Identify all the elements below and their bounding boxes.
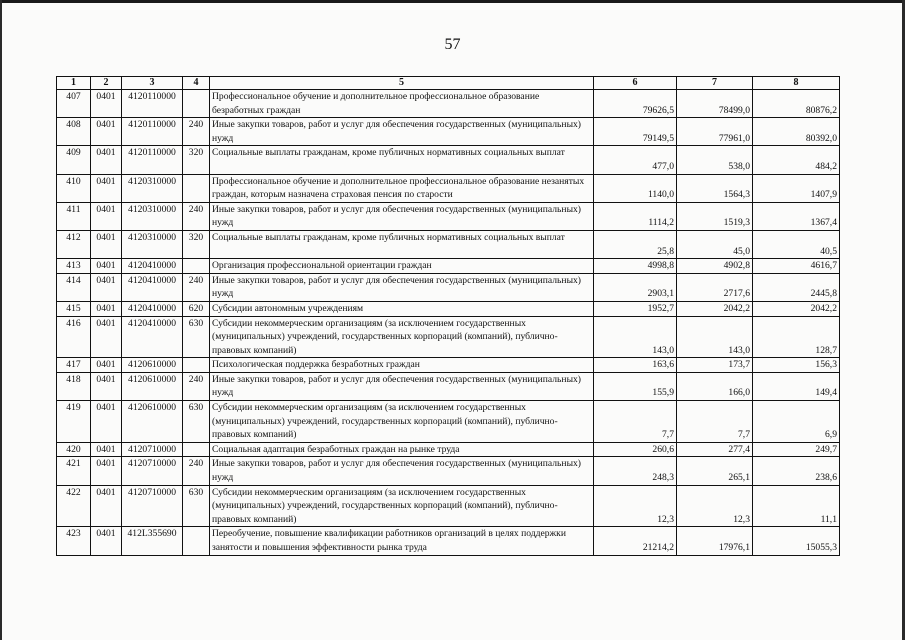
item-name-cell: Субсидии некоммерческим организациям (за исключением государственных (муниципальных) учреждений, государственных корпораций (компаний), публично-правовых компаний): [210, 485, 594, 527]
table-header-row: [57, 77, 840, 90]
scan-edge-top: [0, 0, 905, 3]
header-col-1: 1: [57, 77, 91, 90]
item-name-cell: Психологическая поддержка безработных граждан: [210, 358, 594, 373]
value-col-6-cell: 79626,5: [594, 90, 677, 118]
expense-type-cell: 240: [183, 372, 210, 400]
target-article-cell: 4120710000: [122, 442, 183, 457]
target-article-cell: 4120410000: [122, 259, 183, 274]
header-col-8: 8: [753, 77, 840, 90]
expense-type-cell: 240: [183, 202, 210, 230]
page-number: 57: [444, 36, 461, 53]
section-code-cell: 0401: [91, 358, 122, 373]
value-col-6-cell: 7,7: [594, 401, 677, 443]
value-col-8-cell: 40,5: [753, 230, 840, 258]
expense-type-cell: 630: [183, 316, 210, 358]
budget-table: [56, 76, 840, 556]
target-article-cell: 4120610000: [122, 401, 183, 443]
row-number-cell: 422: [57, 485, 91, 527]
value-col-7-cell: 538,0: [677, 146, 753, 174]
section-code-cell: 0401: [91, 316, 122, 358]
row-number-cell: 423: [57, 527, 91, 555]
value-col-6-cell: 155,9: [594, 372, 677, 400]
row-number-cell: 410: [57, 174, 91, 202]
item-name-cell: Субсидии некоммерческим организациям (за исключением государственных (муниципальных) учреждений, государственных корпораций (компаний), публично-правовых компаний): [210, 401, 594, 443]
value-col-8-cell: 4616,7: [753, 259, 840, 274]
target-article-cell: 4120410000: [122, 301, 183, 316]
item-name-cell: Социальная адаптация безработных граждан на рынке труда: [210, 442, 594, 457]
item-name-cell: Профессиональное обучение и дополнительное профессиональное образование незанятых граждан, которым назначена страховая пенсия по старости: [210, 174, 594, 202]
section-code-cell: 0401: [91, 174, 122, 202]
table-row: [57, 202, 840, 230]
value-col-6-cell: 25,8: [594, 230, 677, 258]
table-row: [57, 457, 840, 485]
expense-type-cell: [183, 527, 210, 555]
item-name-cell: Иные закупки товаров, работ и услуг для обеспечения государственных (муниципальных) нужд: [210, 118, 594, 146]
item-name-cell: Субсидии автономным учреждениям: [210, 301, 594, 316]
header-col-5: 5: [210, 77, 594, 90]
row-number-cell: 421: [57, 457, 91, 485]
target-article-cell: 412L355690: [122, 527, 183, 555]
table-row: [57, 90, 840, 118]
value-col-8-cell: 1367,4: [753, 202, 840, 230]
target-article-cell: 4120710000: [122, 485, 183, 527]
table-row: [57, 273, 840, 301]
table-row: [57, 146, 840, 174]
value-col-7-cell: 78499,0: [677, 90, 753, 118]
value-col-6-cell: 260,6: [594, 442, 677, 457]
value-col-7-cell: 4902,8: [677, 259, 753, 274]
header-col-2: 2: [91, 77, 122, 90]
value-col-6-cell: 21214,2: [594, 527, 677, 555]
row-number-cell: 412: [57, 230, 91, 258]
section-code-cell: 0401: [91, 301, 122, 316]
value-col-7-cell: 277,4: [677, 442, 753, 457]
expense-type-cell: [183, 90, 210, 118]
target-article-cell: 4120310000: [122, 174, 183, 202]
target-article-cell: 4120710000: [122, 457, 183, 485]
target-article-cell: 4120110000: [122, 90, 183, 118]
expense-type-cell: 320: [183, 230, 210, 258]
value-col-6-cell: 79149,5: [594, 118, 677, 146]
item-name-cell: Социальные выплаты гражданам, кроме публичных нормативных социальных выплат: [210, 230, 594, 258]
value-col-8-cell: 238,6: [753, 457, 840, 485]
table-row: [57, 259, 840, 274]
target-article-cell: 4120110000: [122, 146, 183, 174]
section-code-cell: 0401: [91, 457, 122, 485]
section-code-cell: 0401: [91, 273, 122, 301]
item-name-cell: Социальные выплаты гражданам, кроме публичных нормативных социальных выплат: [210, 146, 594, 174]
row-number-cell: 418: [57, 372, 91, 400]
target-article-cell: 4120410000: [122, 316, 183, 358]
value-col-7-cell: 7,7: [677, 401, 753, 443]
target-article-cell: 4120310000: [122, 202, 183, 230]
value-col-6-cell: 1140,0: [594, 174, 677, 202]
section-code-cell: 0401: [91, 442, 122, 457]
value-col-6-cell: 163,6: [594, 358, 677, 373]
header-col-4: 4: [183, 77, 210, 90]
section-code-cell: 0401: [91, 259, 122, 274]
value-col-7-cell: 1564,3: [677, 174, 753, 202]
section-code-cell: 0401: [91, 146, 122, 174]
item-name-cell: Организация профессиональной ориентации граждан: [210, 259, 594, 274]
value-col-6-cell: 12,3: [594, 485, 677, 527]
row-number-cell: 417: [57, 358, 91, 373]
item-name-cell: Переобучение, повышение квалификации работников организаций в целях поддержки занятости и повышения эффективности рынка труда: [210, 527, 594, 555]
header-col-6: 6: [594, 77, 677, 90]
value-col-8-cell: 1407,9: [753, 174, 840, 202]
section-code-cell: 0401: [91, 527, 122, 555]
section-code-cell: 0401: [91, 485, 122, 527]
item-name-cell: Профессиональное обучение и дополнительное профессиональное образование безработных граждан: [210, 90, 594, 118]
value-col-7-cell: 17976,1: [677, 527, 753, 555]
section-code-cell: 0401: [91, 118, 122, 146]
row-number-cell: 407: [57, 90, 91, 118]
value-col-7-cell: 2717,6: [677, 273, 753, 301]
expense-type-cell: 240: [183, 457, 210, 485]
value-col-8-cell: 149,4: [753, 372, 840, 400]
row-number-cell: 408: [57, 118, 91, 146]
expense-type-cell: [183, 174, 210, 202]
section-code-cell: 0401: [91, 401, 122, 443]
table-row: [57, 301, 840, 316]
table-row: [57, 174, 840, 202]
expense-type-cell: [183, 358, 210, 373]
row-number-cell: 420: [57, 442, 91, 457]
header-col-7: 7: [677, 77, 753, 90]
row-number-cell: 411: [57, 202, 91, 230]
row-number-cell: 409: [57, 146, 91, 174]
expense-type-cell: 240: [183, 118, 210, 146]
value-col-6-cell: 143,0: [594, 316, 677, 358]
value-col-8-cell: 2042,2: [753, 301, 840, 316]
item-name-cell: Иные закупки товаров, работ и услуг для обеспечения государственных (муниципальных) нужд: [210, 273, 594, 301]
target-article-cell: 4120110000: [122, 118, 183, 146]
value-col-6-cell: 4998,8: [594, 259, 677, 274]
target-article-cell: 4120410000: [122, 273, 183, 301]
value-col-7-cell: 77961,0: [677, 118, 753, 146]
table-row: [57, 527, 840, 555]
value-col-6-cell: 2903,1: [594, 273, 677, 301]
row-number-cell: 419: [57, 401, 91, 443]
value-col-6-cell: 477,0: [594, 146, 677, 174]
table-row: [57, 118, 840, 146]
row-number-cell: 415: [57, 301, 91, 316]
expense-type-cell: 320: [183, 146, 210, 174]
table-row: [57, 316, 840, 358]
value-col-7-cell: 1519,3: [677, 202, 753, 230]
value-col-7-cell: 173,7: [677, 358, 753, 373]
header-col-3: 3: [122, 77, 183, 90]
section-code-cell: 0401: [91, 202, 122, 230]
value-col-7-cell: 12,3: [677, 485, 753, 527]
value-col-6-cell: 248,3: [594, 457, 677, 485]
value-col-7-cell: 45,0: [677, 230, 753, 258]
value-col-7-cell: 265,1: [677, 457, 753, 485]
scan-edge-left: [0, 0, 2, 640]
table-row: [57, 372, 840, 400]
value-col-8-cell: 80392,0: [753, 118, 840, 146]
value-col-8-cell: 11,1: [753, 485, 840, 527]
item-name-cell: Иные закупки товаров, работ и услуг для обеспечения государственных (муниципальных) нужд: [210, 372, 594, 400]
value-col-8-cell: 156,3: [753, 358, 840, 373]
expense-type-cell: 630: [183, 485, 210, 527]
value-col-6-cell: 1114,2: [594, 202, 677, 230]
expense-type-cell: 620: [183, 301, 210, 316]
table-row: [57, 401, 840, 443]
row-number-cell: 416: [57, 316, 91, 358]
value-col-7-cell: 166,0: [677, 372, 753, 400]
section-code-cell: 0401: [91, 372, 122, 400]
value-col-8-cell: 15055,3: [753, 527, 840, 555]
section-code-cell: 0401: [91, 230, 122, 258]
table-row: [57, 230, 840, 258]
row-number-cell: 414: [57, 273, 91, 301]
expense-type-cell: [183, 259, 210, 274]
table-row: [57, 485, 840, 527]
table-row: [57, 358, 840, 373]
value-col-7-cell: 143,0: [677, 316, 753, 358]
value-col-8-cell: 249,7: [753, 442, 840, 457]
table-body: [57, 90, 840, 556]
value-col-7-cell: 2042,2: [677, 301, 753, 316]
value-col-8-cell: 128,7: [753, 316, 840, 358]
value-col-8-cell: 2445,8: [753, 273, 840, 301]
row-number-cell: 413: [57, 259, 91, 274]
value-col-8-cell: 80876,2: [753, 90, 840, 118]
item-name-cell: Иные закупки товаров, работ и услуг для обеспечения государственных (муниципальных) нужд: [210, 457, 594, 485]
expense-type-cell: 630: [183, 401, 210, 443]
value-col-8-cell: 484,2: [753, 146, 840, 174]
item-name-cell: Субсидии некоммерческим организациям (за исключением государственных (муниципальных) учреждений, государственных корпораций (компаний), публично-правовых компаний): [210, 316, 594, 358]
expense-type-cell: [183, 442, 210, 457]
table-row: [57, 442, 840, 457]
value-col-6-cell: 1952,7: [594, 301, 677, 316]
target-article-cell: 4120610000: [122, 372, 183, 400]
target-article-cell: 4120310000: [122, 230, 183, 258]
target-article-cell: 4120610000: [122, 358, 183, 373]
item-name-cell: Иные закупки товаров, работ и услуг для обеспечения государственных (муниципальных) нужд: [210, 202, 594, 230]
expense-type-cell: 240: [183, 273, 210, 301]
value-col-8-cell: 6,9: [753, 401, 840, 443]
section-code-cell: 0401: [91, 90, 122, 118]
